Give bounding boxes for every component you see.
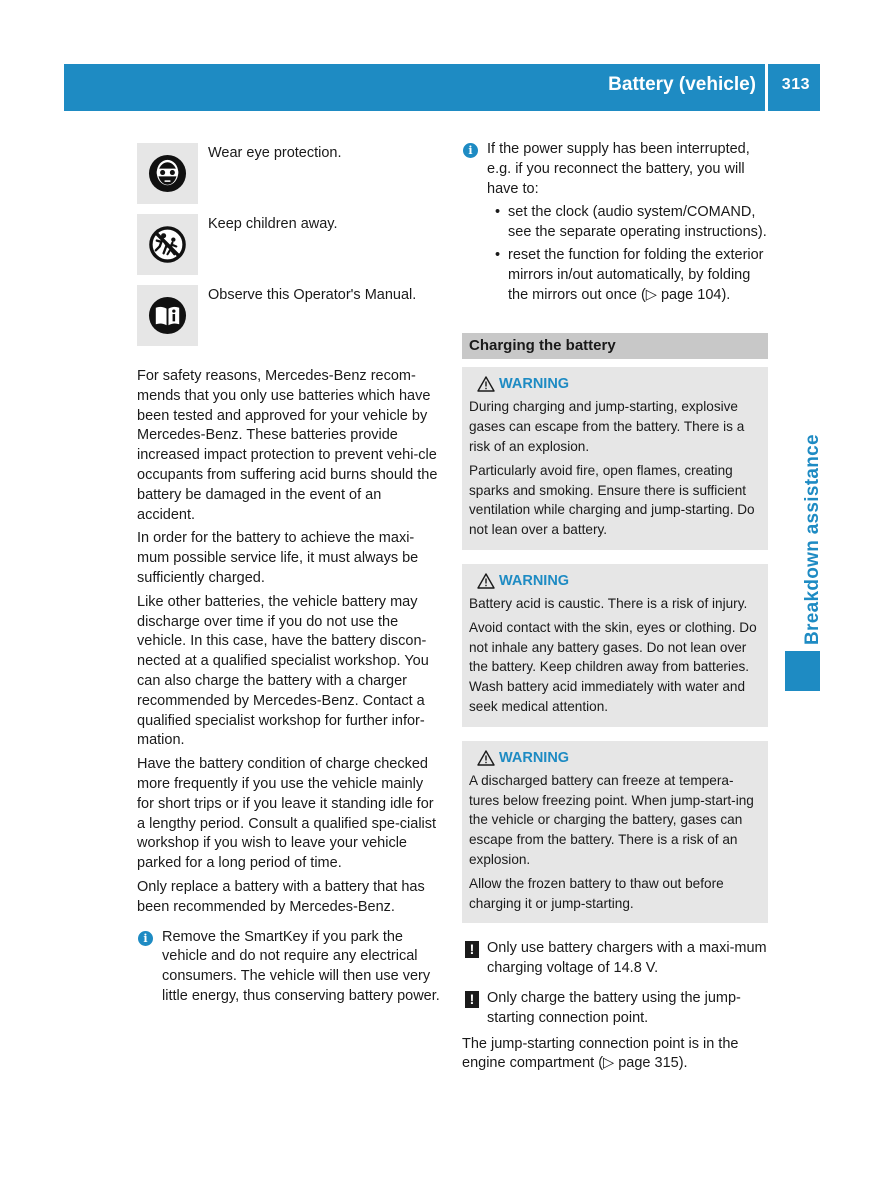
symbol-box [137, 214, 198, 275]
section-heading: Charging the battery [462, 333, 768, 359]
bullet-item: • set the clock (audio system/COMAND, see the separate operating instructions). [493, 203, 768, 243]
operators-manual-icon [148, 296, 187, 335]
symbol-row [137, 282, 443, 344]
warning-box [462, 741, 768, 924]
eye-protection-icon [148, 154, 187, 193]
symbol-box [137, 285, 198, 346]
info-note-text: Remove the SmartKey if you park the vehicle and do not require any electrical consumers. The vehicle will then use very little energy, thus conserving battery power. [162, 928, 440, 1004]
body-paragraph: Only replace a battery with a battery that has been recommended by Mercedes-Benz. [137, 878, 425, 915]
symbol-box [137, 143, 198, 204]
symbol-row [137, 211, 443, 273]
warning-heading [469, 373, 761, 395]
info-note [462, 140, 768, 305]
page-title: Battery (vehicle) [608, 74, 756, 95]
warning-triangle-icon [477, 573, 495, 589]
side-tab-marker [785, 651, 820, 691]
warning-text: Particularly avoid fire, open flames, creating sparks and smoking. Ensure there is sufficient ventilation while charging and jump-starting. Do not lean over a battery. [469, 462, 755, 538]
warning-box [462, 564, 768, 727]
warning-text: A discharged battery can freeze at tempera-tures below freezing point. When jump-start-ing the vehicle or charging the battery, gases can escape from the battery. There is a risk of an explosion. [469, 772, 754, 867]
body-paragraph: Have the battery condition of charge checked more frequently if you use the vehicle mainly for short trips or if you leave it standing idle for a lengthy period. Consult a qualified spe-cialist workshop if you wish to leave your vehicle parked for a long period of time. [137, 756, 437, 872]
warning-heading [469, 570, 761, 592]
info-icon: i [463, 143, 478, 158]
warning-text: Avoid contact with the skin, eyes or clothing. Do not inhale any battery gases. Do not lean over the battery. Keep children away from batteries. Wash battery acid immediately with water and seek medical attention. [469, 619, 757, 714]
keep-children-away-icon [148, 225, 187, 264]
caution-text: Only use battery chargers with a maxi-mum charging voltage of 14.8 V. [487, 940, 767, 977]
warning-text: During charging and jump-starting, explosive gases can escape from the battery. There is a risk of an explosion. [469, 399, 745, 454]
header-divider [765, 64, 768, 111]
symbol-label: Keep children away. [208, 216, 338, 232]
warning-box [462, 367, 768, 550]
caution-note [462, 939, 768, 979]
body-paragraph: Like other batteries, the vehicle battery may discharge over time if you do not use the vehicle. In this case, have the battery discon-nected at a qualified specialist workshop. You can also charge the battery with a charger recommended by Mercedes-Benz. Contact a qualified specialist workshop for further infor-mation. [137, 593, 429, 749]
header-bar [64, 64, 820, 111]
left-column [137, 140, 443, 1007]
warning-heading [469, 747, 761, 769]
side-tab-label: Breakdown assistance [802, 434, 823, 645]
caution-text: Only charge the battery using the jump-starting connection point. [487, 989, 741, 1026]
symbol-label: Observe this Operator's Manual. [208, 287, 417, 303]
warning-triangle-icon [477, 376, 495, 392]
warning-label: WARNING [499, 376, 570, 393]
symbol-label: Wear eye protection. [208, 145, 342, 161]
body-paragraph: The jump-starting connection point is in the engine compartment (▷ page 315). [462, 1035, 739, 1072]
body-paragraph: For safety reasons, Mercedes-Benz recom-mends that you only use batteries which have been tested and approved for your vehicle by Mercedes-Benz. These batteries provide increased impact protection to prevent vehi-cle occupants from suffering acid burns should the battery be damaged in the event of an accident. [137, 368, 438, 523]
warning-triangle-icon [477, 750, 495, 766]
right-column [462, 140, 768, 1078]
page-number: 313 [781, 76, 810, 93]
bullet-item: • reset the function for folding the exterior mirrors in/out automatically, by folding the mirrors out once (▷ page 104). [493, 246, 768, 305]
warning-text: Battery acid is caustic. There is a risk of injury. [469, 595, 748, 611]
info-note-text: If the power supply has been interrupted, e.g. if you reconnect the battery, you will have to: [487, 141, 750, 197]
exclamation-icon: ! [465, 991, 479, 1008]
info-icon: i [138, 931, 153, 946]
bullet-list [477, 203, 768, 305]
info-note [137, 928, 443, 1007]
warning-label: WARNING [499, 572, 570, 589]
warning-text: Allow the frozen battery to thaw out before charging it or jump-starting. [469, 875, 724, 911]
symbol-row [137, 140, 443, 202]
exclamation-icon: ! [465, 941, 479, 958]
body-paragraph: In order for the battery to achieve the maxi-mum possible service life, it must always be sufficiently charged. [137, 530, 419, 586]
caution-note [462, 989, 768, 1029]
warning-label: WARNING [499, 749, 570, 766]
